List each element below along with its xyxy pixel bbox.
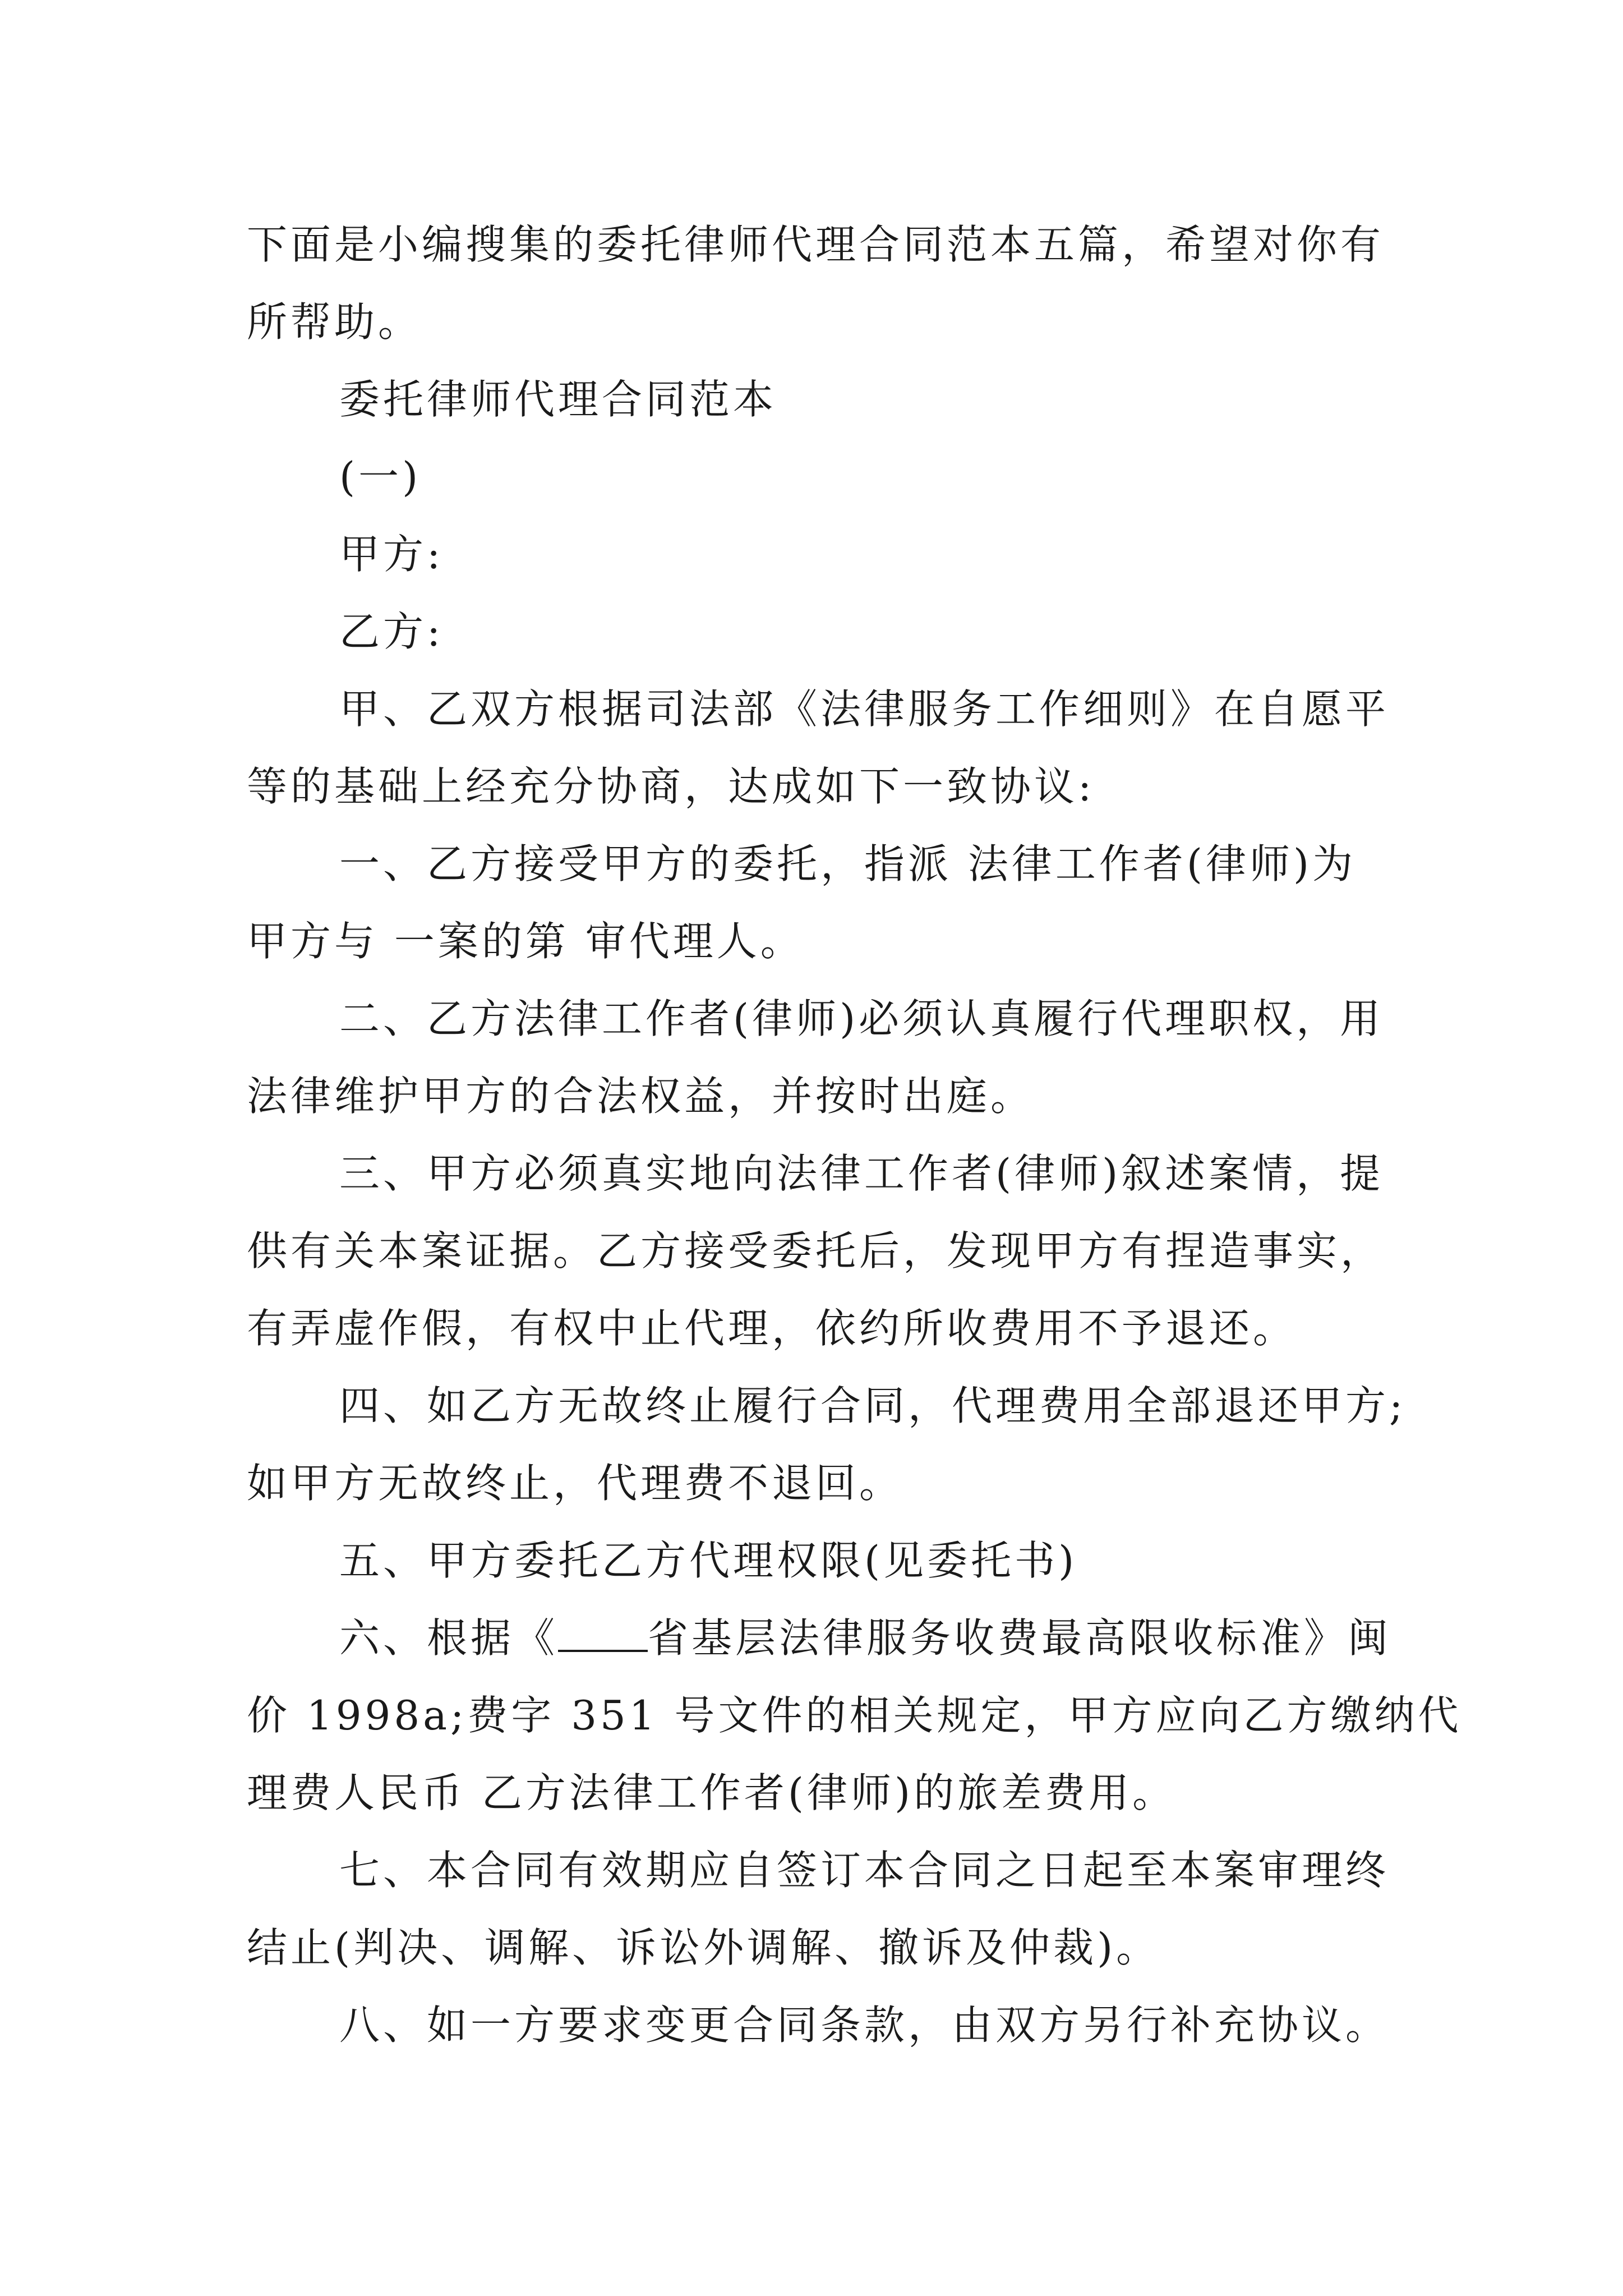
clause-3-line-1: 三、甲方必须真实地向法律工作者(律师)叙述案情，提 — [339, 1150, 1384, 1197]
clause-3-line-3: 有弄虚作假，有权中止代理，依约所收费用不予退还。 — [247, 1305, 1297, 1352]
contract-title: 委托律师代理合同范本 — [339, 376, 777, 423]
section-number: (一) — [339, 453, 422, 500]
clause-7-line-1: 七、本合同有效期应自签订本合同之日起至本案审理终 — [339, 1847, 1390, 1894]
clause-4-line-1: 四、如乙方无故终止履行合同，代理费用全部退还甲方; — [339, 1382, 1407, 1429]
clause-2-line-1: 二、乙方法律工作者(律师)必须认真履行代理职权，用 — [339, 995, 1384, 1042]
clause-8-line-1: 八、如一方要求变更合同条款，由双方另行补充协议。 — [339, 2001, 1390, 2049]
clause-6-line-3: 理费人民币 乙方法律工作者(律师)的旅差费用。 — [247, 1769, 1177, 1816]
intro-line-1: 下面是小编搜集的委托律师代理合同范本五篇，希望对你有 — [247, 221, 1385, 268]
clause-4-line-2: 如甲方无故终止，代理费不退回。 — [247, 1460, 903, 1507]
clause-2-line-2: 法律维护甲方的合法权益，并按时出庭。 — [247, 1073, 1035, 1120]
clause-6-line-2: 价 1998a;费字 351 号文件的相关规定，甲方应向乙方缴纳代 — [247, 1692, 1462, 1739]
clause-6-suffix: 省基层法律服务收费最高限收标准》闽 — [648, 1614, 1392, 1662]
preamble-line-1: 甲、乙双方根据司法部《法律服务工作细则》在自愿平 — [339, 685, 1390, 733]
party-a-label: 甲方: — [339, 531, 444, 578]
clause-6-prefix: 六、根据《 — [339, 1614, 559, 1662]
clause-1-line-2: 甲方与 一案的第 审代理人。 — [247, 918, 804, 965]
clause-6-line-1 — [339, 1614, 1392, 1662]
clause-1-line-1: 一、乙方接受甲方的委托，指派 法律工作者(律师)为 — [339, 840, 1357, 887]
intro-line-2: 所帮助。 — [247, 298, 422, 346]
clause-7-line-2: 结止(判决、调解、诉讼外调解、撤诉及仲裁)。 — [247, 1924, 1160, 1971]
clause-3-line-2: 供有关本案证据。乙方接受委托后，发现甲方有捏造事实， — [247, 1227, 1385, 1274]
clause-5-line-1: 五、甲方委托乙方代理权限(见委托书) — [339, 1537, 1078, 1584]
party-b-label: 乙方: — [339, 608, 444, 655]
blank-underline — [558, 1618, 648, 1652]
preamble-line-2: 等的基础上经充分协商，达成如下一致协议: — [247, 763, 1095, 810]
